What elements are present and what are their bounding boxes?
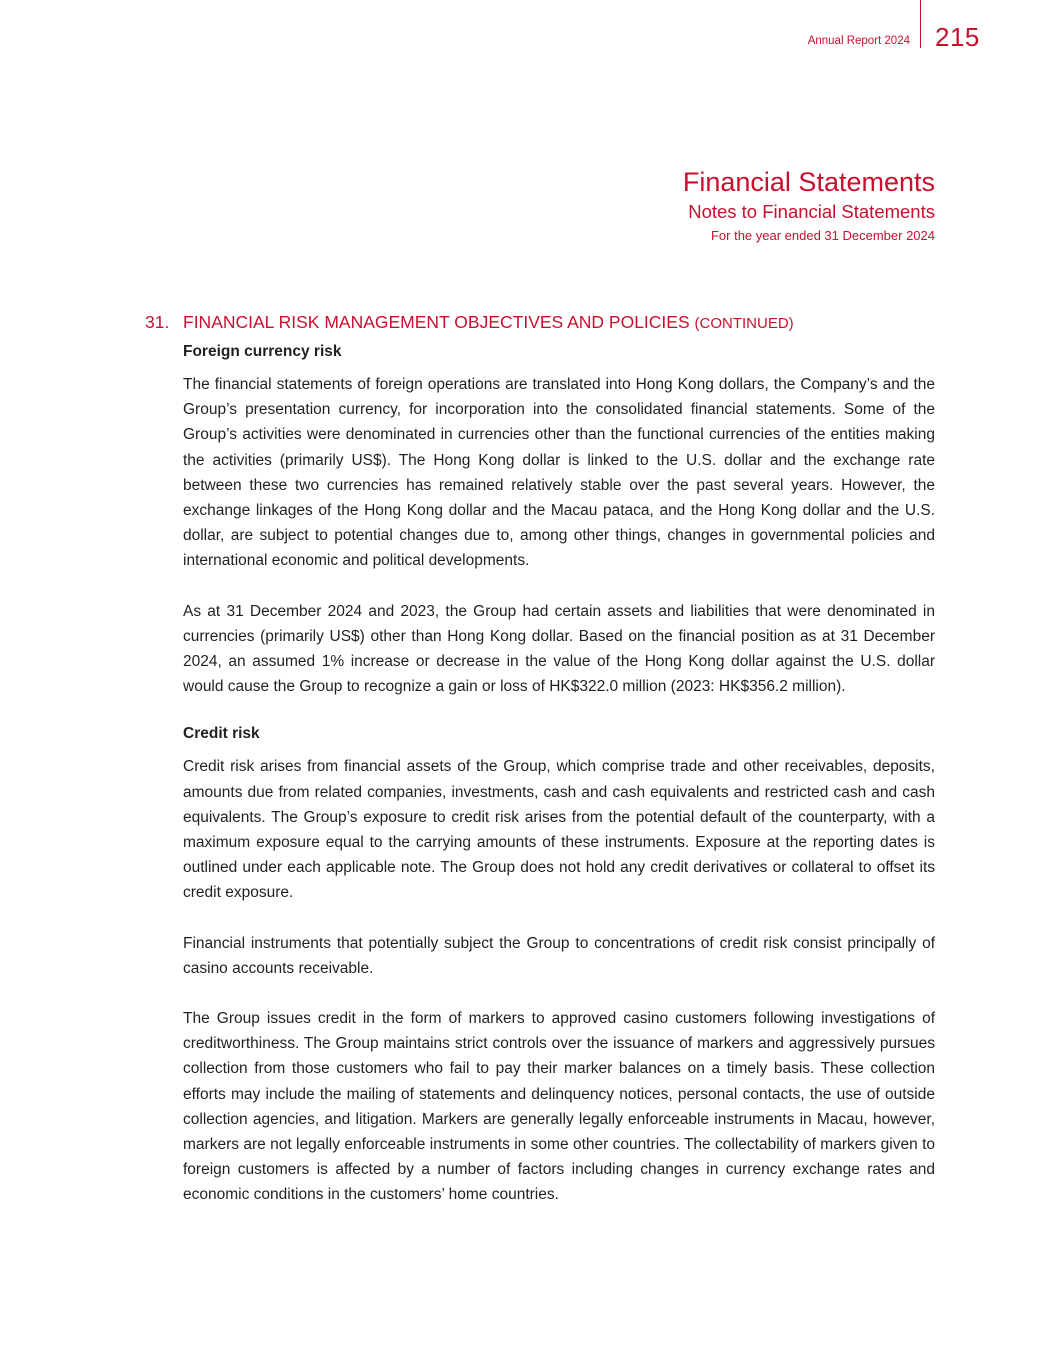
foreign-currency-paragraph: The financial statements of foreign operations are translated into Hong Kong dollars, the Company’s and the Group’s presentation currency, for incorporation into the consolidated financial statements. Some of the Group’s activities were denominated in currencies other than the functional currencies of the entities making the activities (primarily US$). The Hong Kong dollar is linked to the U.S. dollar and the exchange rate between these two currencies has remained relatively stable over the past several years. However, the exchange linkages of the Hong Kong dollar and the Macau pataca, and the Hong Kong dollar and the U.S. dollar, are subject to potential changes due to, among other things, changes in governmental policies and international economic and political developments. [183,376,935,570]
section-number: 31. [145,312,170,332]
credit-risk-paragraph: Financial instruments that potentially subject the Group to concentrations of credit risk consist principally of casino accounts receivable. [183,934,935,977]
notes-body [183,342,935,1233]
credit-risk-paragraph: The Group issues credit in the form of markers to approved casino customers following investigations of creditworthiness. The Group maintains strict controls over the issuance of markers and aggressively pursues collection from those customers who fail to pay their marker balances on a timely basis. These collection efforts may include the mailing of statements and delinquency notices, personal contacts, the use of outside collection agencies, and litigation. Markers are generally legally enforceable instruments in Macau, however, markers are not legally enforceable instruments in some other countries. The collectability of markers given to foreign customers is affected by a number of factors including changes in currency exchange rates and economic conditions in the customers’ home countries. [183,1010,935,1204]
page-subtitle: Notes to Financial Statements [688,201,935,222]
reporting-period: For the year ended 31 December 2024 [710,228,935,243]
foreign-currency-heading: Foreign currency risk [183,343,342,360]
section-heading [145,311,935,335]
title-block [683,166,935,245]
credit-risk-heading: Credit risk [183,725,260,743]
page-title: Financial Statements [682,167,935,197]
foreign-currency-paragraph: As at 31 December 2024 and 2023, the Group had certain assets and liabilities that were denominated in currencies (primarily US$) other than Hong Kong dollar. Based on the financial position as at 31 December 2024, an assumed 1% increase or decrease in the value of the Hong Kong dollar against the U.S. dollar would cause the Group to recognize a gain or loss of HK$322.0 million (2023: HK$356.2 million). [183,602,935,696]
page-number: 215 [935,22,980,52]
report-title: Annual Report 2024 [807,35,910,47]
credit-risk-paragraph: Credit risk arises from financial assets of the Group, which comprise trade and other receivables, deposits, amounts due from related companies, investments, cash and cash equivalents and restricted cash and cash equivalents. The Group’s exposure to credit risk arises from the potential default of the counterparty, with a maximum exposure equal to the carrying amounts of these instruments. Exposure at the reporting dates is outlined under each applicable note. The Group does not hold any credit derivatives or collateral to offset its credit exposure. [183,758,935,902]
header-divider [920,0,921,48]
section-title: FINANCIAL RISK MANAGEMENT OBJECTIVES AND POLICIES [183,312,690,332]
section-continued: (CONTINUED) [694,315,794,332]
